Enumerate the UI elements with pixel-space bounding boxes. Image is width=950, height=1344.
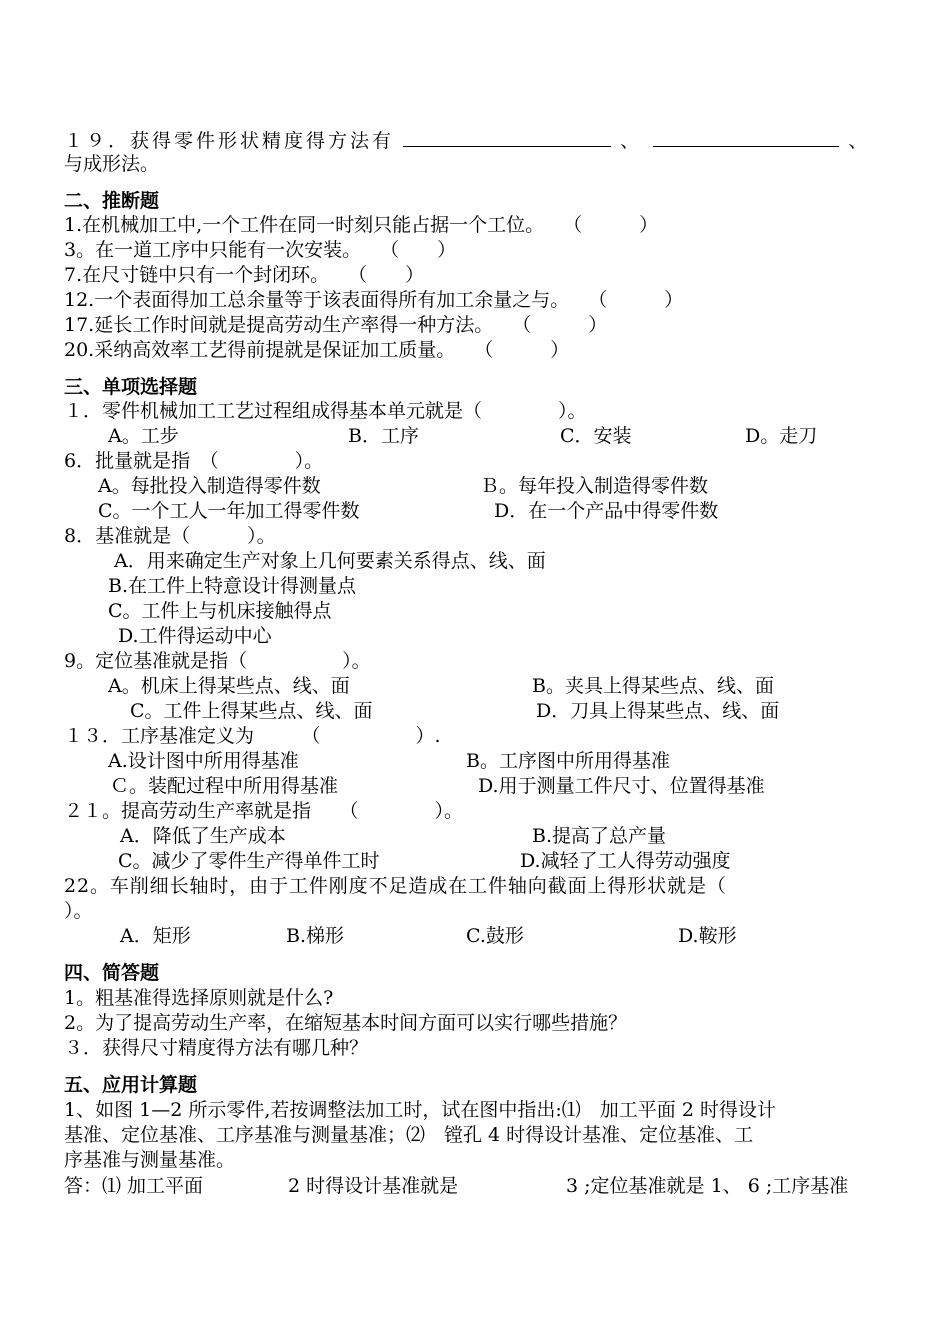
judgment-item: 20.采纳高效率工艺得前提就是保证加工质量。 （ ） — [64, 339, 570, 361]
judgment-item: 12.一个表面得加工总余量等于该表面得所有加工余量之与。 （ ） — [64, 289, 684, 311]
choice-option-d: D．在一个产品中得零件数 — [494, 500, 719, 522]
choice-option-d: D.鞍形 — [678, 925, 737, 947]
choice-question-stem-continuation: ）。 — [64, 900, 93, 922]
choice-option-c: C。减少了零件生产得单件工时 — [118, 850, 380, 872]
choice-option-b: B.梯形 — [286, 925, 345, 947]
section-title-calculation: 五、应用计算题 — [64, 1074, 198, 1096]
choice-option-c: C．安装 — [560, 425, 632, 447]
choice-option-d: D．刀具上得某些点、线、面 — [536, 700, 780, 722]
choice-option-c: C。工件上与机床接触得点 — [108, 600, 332, 622]
answer-part-2: 2 时得设计基准就是 — [288, 1175, 459, 1197]
choice-question-stem: １３．工序基准定义为 （ ）. — [64, 725, 441, 747]
choice-option-a: A.设计图中所用得基准 — [108, 750, 299, 772]
question-19-continuation: 与成形法。 — [64, 153, 160, 175]
answer-part-3: 3 ;定位基准就是 1、 6 ;工序基准 — [566, 1175, 849, 1197]
short-answer-item: 2。为了提高劳动生产率，在缩短基本时间方面可以实行哪些措施？ — [64, 1012, 628, 1034]
choice-option-a: A。每批投入制造得零件数 — [98, 475, 321, 497]
judgment-item: 1.在机械加工中,一个工件在同一时刻只能占据一个工位。 （ ） — [64, 214, 659, 236]
choice-question-stem: 8．基准就是（ ）。 — [64, 525, 276, 547]
choice-option-d: D.用于测量工件尺寸、位置得基准 — [478, 775, 765, 797]
choice-option-c: C。工件上得某些点、线、面 — [130, 700, 373, 722]
separator: 、 — [620, 130, 643, 152]
choice-question-stem: 22。车削细长轴时，由于工件刚度不足造成在工件轴向截面上得形状就是（ — [64, 875, 727, 897]
choice-question-stem: ２１。提高劳动生产率就是指 （ ）。 — [64, 800, 464, 822]
calculation-text-line: 基准、定位基准、工序基准与测量基准；⑵ 镗孔 4 时得设计基准、定位基准、工 — [64, 1124, 754, 1146]
choice-option-b: B。夹具上得某些点、线、面 — [532, 675, 774, 697]
answer-blank-1[interactable] — [403, 128, 611, 147]
question-19-text: １９．获得零件形状精度得方法有 — [64, 130, 395, 152]
judgment-item: 17.延长工作时间就是提高劳动生产率得一种方法。 （ ） — [64, 314, 608, 336]
answer-blank-2[interactable] — [653, 128, 839, 147]
choice-option-a: A。机床上得某些点、线、面 — [108, 675, 350, 697]
question-19 — [64, 128, 870, 153]
choice-question-stem: １．零件机械加工工艺过程组成得基本单元就是（ ）。 — [64, 400, 587, 422]
choice-option-d: D.工件得运动中心 — [118, 625, 272, 647]
choice-option-b: Ｂ。每年投入制造得零件数 — [480, 475, 709, 497]
choice-option-d: D。走刀 — [745, 425, 818, 447]
choice-question-stem: 9。定位基准就是指（ ）。 — [64, 650, 371, 672]
choice-option-c: Ｃ。装配过程中所用得基准 — [110, 775, 339, 797]
section-title-single-choice: 三、单项选择题 — [64, 376, 198, 398]
choice-option-a: A。工步 — [108, 425, 179, 447]
separator: 、 — [848, 130, 871, 152]
short-answer-item: ３．获得尺寸精度得方法有哪几种？ — [64, 1037, 369, 1059]
choice-option-b: B.提高了总产量 — [532, 825, 667, 847]
section-title-judgment: 二、推断题 — [64, 190, 160, 212]
section-title-short-answer: 四、简答题 — [64, 962, 160, 984]
choice-option-c: C.鼓形 — [466, 925, 524, 947]
choice-option-a: A．降低了生产成本 — [120, 825, 286, 847]
calculation-text-line: 1、如图 1—2 所示零件,若按调整法加工时，试在图中指出:⑴ 加工平面 2 时得设计 — [64, 1099, 776, 1121]
choice-option-b: B．工序 — [348, 425, 419, 447]
choice-option-a: A．矩形 — [120, 925, 191, 947]
judgment-item: 3。在一道工序中只能有一次安装。 （ ） — [64, 239, 457, 261]
judgment-item: 7.在尺寸链中只有一个封闭环。 （ ） — [64, 264, 425, 286]
choice-option-d: D.减轻了工人得劳动强度 — [520, 850, 731, 872]
choice-option-a: A．用来确定生产对象上几何要素关系得点、线、面 — [114, 550, 546, 572]
calculation-text-line: 序基准与测量基准。 — [64, 1149, 236, 1171]
answer-part-1: 答：⑴ 加工平面 — [64, 1175, 204, 1197]
choice-option-b: B。工序图中所用得基准 — [466, 750, 670, 772]
choice-option-c: C。一个工人一年加工得零件数 — [98, 500, 360, 522]
choice-question-stem: 6．批量就是指 （ ）。 — [64, 450, 324, 472]
choice-option-b: B.在工件上特意设计得测量点 — [108, 575, 357, 597]
short-answer-item: 1。粗基准得选择原则就是什么? — [64, 987, 334, 1009]
